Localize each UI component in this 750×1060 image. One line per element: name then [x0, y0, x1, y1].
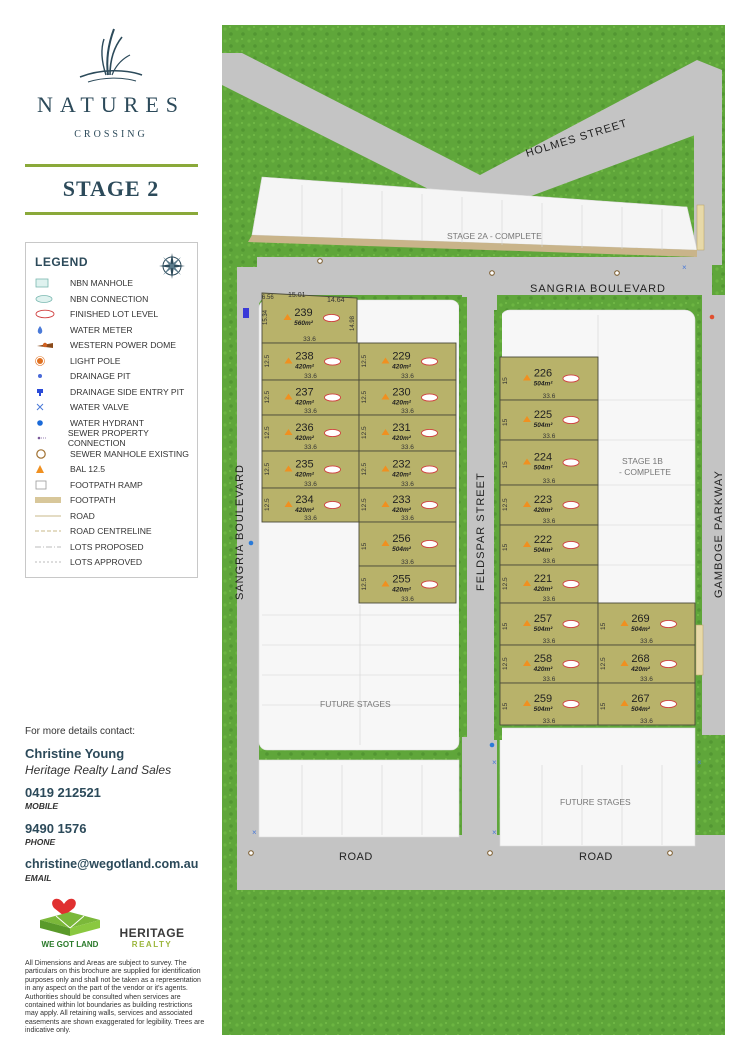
finished-lot-level-icon	[563, 700, 579, 707]
sewer-property-connection-icon	[35, 432, 59, 444]
legend-title: LEGEND	[35, 255, 89, 269]
legend-item-drainage-pit	[35, 369, 131, 383]
divider-bottom	[25, 212, 198, 215]
lot-area: 420m²	[392, 507, 411, 514]
finished-lot-level-icon	[661, 620, 677, 627]
lot-number: 226	[533, 367, 553, 380]
finished-lot-level-icon	[563, 660, 579, 667]
lot-257-group[interactable]	[500, 603, 598, 645]
legend-label: NBN MANHOLE	[70, 278, 134, 288]
legend-label: ROAD	[70, 510, 95, 521]
contact-name: Christine Young	[25, 746, 125, 761]
lot-area: 420m²	[295, 435, 314, 442]
lot-number: 238	[295, 350, 314, 363]
lot-depth: 33.6	[303, 336, 316, 343]
lot-area: 420m²	[392, 399, 411, 407]
lot-number: 223	[533, 494, 553, 506]
legend-item-drainage-side-entry-pit	[35, 385, 184, 399]
lot-width: 15	[600, 622, 607, 630]
lot-depth: 33.6	[401, 408, 414, 415]
lot-width: 15	[502, 702, 509, 710]
lot-area: 420m²	[392, 363, 411, 371]
finished-lot-level-icon	[325, 429, 341, 436]
lot-width: 12.5	[600, 657, 607, 670]
legend-item-light-pole	[35, 354, 120, 368]
legend-label: NBN CONNECTION	[70, 293, 149, 304]
lot-area: 504m²	[533, 422, 553, 429]
stage-1b-label: STAGE 1B	[622, 456, 663, 466]
legend-label: LOTS APPROVED	[70, 557, 143, 567]
lot-width: 12.5	[264, 462, 271, 476]
lot-area: 420m²	[295, 399, 314, 407]
finished-lot-level-icon	[422, 429, 438, 436]
lot-depth: 33.6	[542, 718, 556, 725]
legend-item-water-valve	[35, 400, 129, 414]
lot-231-group[interactable]	[359, 415, 456, 451]
lot-234-group[interactable]	[262, 488, 359, 522]
lot-235-group[interactable]	[262, 451, 359, 488]
lot-239-dim-right: 14.98	[350, 315, 356, 331]
svg-text:×: ×	[682, 263, 687, 272]
lot-depth: 33.6	[401, 559, 414, 566]
lot-area: 420m²	[295, 507, 314, 514]
lot-area: 504m²	[533, 547, 553, 554]
lot-229-group[interactable]	[359, 343, 456, 380]
footpath-ramp-icon	[35, 479, 61, 491]
lot-depth: 33.6	[640, 638, 653, 645]
finished-lot-level-icon	[422, 466, 438, 473]
heritage-realty-logo	[112, 926, 192, 949]
lot-number: 269	[631, 613, 650, 625]
future-stages-right-label: FUTURE STAGES	[560, 797, 631, 807]
finished-lot-level-icon	[563, 501, 579, 508]
western-power-dome-icon	[35, 339, 61, 351]
road-line-icon	[35, 510, 61, 522]
feldspar-street-label: FELDSPAR STREET	[475, 472, 487, 591]
heritage-logo-sub: REALTY	[131, 940, 173, 949]
lot-area: 560m²	[294, 320, 313, 327]
lot-depth: 33.6	[304, 408, 317, 415]
lot-233-group[interactable]	[359, 488, 456, 522]
natures-crossing-logo-icon	[70, 25, 150, 85]
finished-lot-level-icon	[563, 416, 579, 423]
lot-depth: 33.6	[640, 718, 653, 725]
legend-label: LIGHT POLE	[70, 355, 121, 366]
contact-mobile-label: MOBILE	[25, 801, 59, 811]
legend-item-footpath-ramp	[35, 478, 143, 492]
lot-number: 222	[533, 534, 553, 546]
finished-lot-level-icon	[563, 375, 579, 382]
north-compass-icon	[157, 251, 187, 281]
contact-heading: For more details contact:	[25, 726, 136, 737]
lot-width: 12.5	[264, 426, 271, 439]
lot-256-group[interactable]	[359, 522, 456, 566]
finished-lot-level-icon	[325, 466, 341, 473]
lot-222-group[interactable]	[500, 525, 598, 565]
lot-width: 12.5	[502, 657, 509, 670]
legend-label: SEWER PROPERTY CONNECTION	[67, 428, 149, 448]
lot-width: 15	[502, 543, 509, 551]
legend-label: WESTERN POWER DOME	[70, 340, 176, 350]
legend-item-sewer-manhole	[35, 447, 189, 461]
finished-lot-level-icon	[422, 501, 438, 508]
we-got-land-logo-icon	[36, 892, 104, 950]
lot-239-dim-left-a: 6.56	[262, 295, 274, 301]
lot-width: 12.5	[264, 498, 271, 511]
lot-number: 233	[392, 494, 411, 506]
lot-221-group[interactable]	[500, 565, 598, 603]
lot-number: 259	[533, 693, 553, 705]
lot-236-group[interactable]	[262, 415, 359, 451]
lot-267-group[interactable]	[598, 683, 695, 725]
lot-number: 256	[392, 533, 411, 545]
lot-number: 267	[631, 693, 650, 705]
lot-depth: 33.6	[401, 444, 414, 451]
finished-lot-level-icon	[422, 581, 438, 588]
lot-239-dim-top-b: 14.64	[327, 297, 345, 304]
lot-number: 237	[295, 386, 314, 399]
lot-269-group[interactable]	[598, 603, 695, 645]
legend-item-western-power-dome	[35, 338, 176, 352]
lot-225-group[interactable]	[500, 400, 598, 440]
legend-label: DRAINAGE SIDE ENTRY PIT	[70, 386, 185, 397]
lot-depth: 33.6	[304, 481, 317, 488]
stage-1b-label-2: - COMPLETE	[619, 467, 671, 477]
lot-width: 15	[502, 461, 509, 469]
holmes-street-label: HOLMES STREET	[524, 117, 630, 160]
lot-depth: 33.6	[542, 558, 556, 565]
bal-icon	[35, 463, 61, 475]
lot-230-group[interactable]	[359, 380, 456, 415]
sangria-boulevard-side-label: SANGRIA BOULEVARD	[234, 464, 246, 600]
lot-237-group[interactable]	[262, 380, 359, 415]
lot-width: 15	[361, 542, 368, 550]
lot-255-group[interactable]	[359, 566, 456, 603]
contact-company: Heritage Realty Land Sales	[25, 763, 172, 777]
lot-width: 15	[502, 622, 509, 630]
lot-depth: 33.6	[542, 518, 556, 525]
lot-number: 236	[295, 422, 314, 434]
finished-lot-level-icon	[325, 394, 341, 401]
legend-item-finished-lot-level	[35, 307, 158, 321]
light-pole-icon	[35, 355, 61, 367]
lot-area: 420m²	[392, 435, 411, 442]
legend-label: WATER HYDRANT	[70, 417, 144, 428]
legend-item-lots-proposed	[35, 540, 144, 554]
nbn-connection-icon	[35, 293, 61, 305]
legend-label: LOTS PROPOSED	[70, 541, 144, 552]
finished-lot-level-icon	[325, 501, 341, 508]
contact-phone-label: PHONE	[25, 837, 56, 847]
lot-number: 231	[392, 422, 411, 434]
lot-area: 504m²	[533, 626, 553, 633]
lot-area: 420m²	[392, 586, 411, 594]
lot-depth: 33.6	[640, 676, 653, 683]
lot-width: 12.5	[264, 390, 271, 404]
brochure-sidebar	[0, 0, 222, 1060]
lot-width: 12.5	[264, 354, 271, 368]
road-left-label: ROAD	[339, 851, 373, 863]
lot-depth: 33.6	[304, 373, 317, 380]
brand-subtitle: CROSSING	[74, 129, 148, 140]
drainage-side-entry-pit-icon	[35, 386, 61, 398]
lot-number: 225	[533, 409, 553, 421]
lot-depth: 33.6	[542, 596, 556, 603]
lot-number: 224	[533, 451, 553, 464]
lot-224-group[interactable]	[500, 440, 598, 485]
sangria-boulevard-top-label: SANGRIA BOULEVARD	[530, 283, 666, 295]
legend-label: FINISHED LOT LEVEL	[70, 309, 159, 319]
legend-item-nbn-manhole	[35, 276, 133, 290]
lot-number: 239	[294, 307, 313, 319]
contact-email[interactable]: christine@wegotland.com.au	[25, 857, 199, 871]
legend-item-bal	[35, 462, 105, 476]
lot-width: 15	[502, 377, 509, 385]
lot-width: 12.5	[361, 354, 368, 368]
lot-number: 234	[295, 494, 314, 506]
water-meter-icon	[35, 324, 61, 336]
legend-label: ROAD CENTRELINE	[70, 526, 152, 536]
lot-width: 15	[502, 418, 509, 426]
lot-226-group[interactable]	[500, 357, 598, 400]
finished-lot-level-icon	[563, 620, 579, 627]
finished-lot-level-icon	[422, 358, 438, 365]
legend-item-water-meter	[35, 323, 133, 337]
contact-phone[interactable]: 9490 1576	[25, 821, 87, 836]
legend-label: DRAINAGE PIT	[70, 371, 131, 381]
lot-number: 235	[295, 458, 314, 471]
lot-area: 504m²	[392, 546, 411, 553]
stage-title: STAGE 2	[62, 176, 160, 201]
lot-depth: 33.6	[542, 433, 556, 440]
svg-text:×: ×	[697, 758, 702, 767]
legend-panel	[25, 242, 198, 578]
lot-area: 504m²	[533, 464, 553, 472]
lot-area: 420m²	[392, 471, 411, 479]
legend-item-footpath	[35, 493, 116, 507]
legend-label: SEWER MANHOLE EXISTING	[70, 448, 189, 459]
finished-lot-level-icon	[324, 314, 340, 321]
finished-lot-level-icon	[563, 541, 579, 548]
contact-email-label: EMAIL	[25, 873, 52, 883]
lot-223-group[interactable]	[500, 485, 598, 525]
lot-area: 420m²	[295, 363, 314, 371]
finished-lot-level-icon	[35, 308, 61, 320]
legend-item-road-centreline	[35, 524, 152, 538]
lot-number: 230	[392, 386, 411, 399]
lot-depth: 33.6	[401, 481, 414, 488]
finished-lot-level-icon	[422, 394, 438, 401]
legend-label: FOOTPATH	[70, 495, 116, 505]
lot-width: 12.5	[361, 390, 368, 404]
legend-item-lots-approved	[35, 555, 142, 569]
lot-area: 420m²	[631, 666, 650, 673]
lot-number: 221	[533, 573, 553, 585]
finished-lot-level-icon	[325, 358, 341, 365]
heritage-logo-text: HERITAGE	[119, 926, 185, 940]
legend-label: BAL 12.5	[70, 464, 106, 474]
finished-lot-level-icon	[661, 700, 677, 707]
legend-label: WATER METER	[70, 324, 133, 335]
divider-top	[25, 164, 198, 167]
finished-lot-level-icon	[661, 660, 677, 667]
svg-text:×: ×	[252, 828, 257, 837]
svg-text:×: ×	[492, 758, 497, 767]
nbn-manhole-icon	[35, 277, 61, 289]
lot-259-group[interactable]	[500, 683, 598, 725]
finished-lot-level-icon	[422, 540, 438, 547]
lot-239-dim-top-a: 15.01	[288, 292, 306, 299]
lot-depth: 33.6	[542, 393, 556, 400]
brand-title: NATURES	[36, 92, 185, 117]
lot-number: 229	[392, 350, 411, 363]
lot-width: 15	[600, 702, 607, 710]
lot-width: 12.5	[502, 577, 509, 590]
finished-lot-level-icon	[563, 580, 579, 587]
lot-depth: 33.6	[401, 515, 414, 522]
disclaimer-text: All Dimensions and Areas are subject to survey. The particulars on this brochure are supplied for identification purposes only and shall not be taken as a representation in any aspect on the part of the vendor or it's agents. Authorities should be consulted when services are contained within lot boundaries as building restrictions may apply. All retaining walls, services and associated easements are shown exaggerated for legibility. Trees are indicative only.	[25, 960, 205, 1035]
lot-number: 258	[533, 653, 553, 665]
legend-item-nbn-connection	[35, 292, 148, 306]
svg-text:×: ×	[492, 828, 497, 837]
lot-area: 504m²	[631, 626, 650, 633]
lot-width: 12.5	[361, 577, 368, 591]
road-centreline-icon	[35, 525, 61, 537]
lot-number: 232	[392, 458, 411, 471]
lots-proposed-icon	[35, 541, 61, 553]
lot-area: 420m²	[533, 666, 553, 673]
we-got-land-text: WE GOT LAND	[41, 940, 99, 949]
lot-depth: 33.6	[542, 478, 556, 485]
lot-number: 268	[631, 653, 650, 665]
lot-width: 12.5	[361, 426, 368, 439]
contact-mobile[interactable]: 0419 212521	[25, 785, 101, 800]
stage-2a-label: STAGE 2A - COMPLETE	[447, 231, 542, 241]
legend-label: WATER VALVE	[70, 402, 129, 412]
sewer-manhole-icon	[35, 448, 61, 460]
lot-area: 504m²	[631, 706, 650, 713]
lot-depth: 33.6	[542, 676, 556, 683]
lot-area: 504m²	[533, 380, 553, 388]
lot-depth: 33.6	[401, 373, 414, 380]
lot-width: 12.5	[361, 462, 368, 476]
lot-depth: 33.6	[542, 638, 556, 645]
gamboge-parkway-label: GAMBOGE PARKWAY	[713, 470, 725, 598]
legend-item-sewer-property-connection	[35, 428, 197, 448]
drainage-pit-icon	[35, 370, 61, 382]
lot-depth: 33.6	[304, 515, 317, 522]
road-right-label: ROAD	[579, 851, 613, 863]
legend-label: FOOTPATH RAMP	[70, 479, 143, 490]
legend-item-road-line	[35, 509, 95, 523]
lot-area: 420m²	[295, 471, 314, 479]
finished-lot-level-icon	[563, 459, 579, 466]
water-hydrant-icon	[35, 417, 61, 429]
lot-depth: 33.6	[304, 444, 317, 451]
lot-number: 255	[392, 573, 411, 586]
lot-258-group[interactable]	[500, 645, 598, 683]
lot-239-dim-left-b: 15.34	[263, 309, 269, 325]
lot-area: 420m²	[533, 507, 553, 514]
lots-approved-icon	[35, 556, 61, 568]
lot-depth: 33.6	[401, 596, 414, 603]
lot-number: 257	[533, 613, 553, 625]
lot-268-group[interactable]	[598, 645, 695, 683]
future-stages-left-label: FUTURE STAGES	[320, 699, 391, 709]
lot-232-group[interactable]	[359, 451, 456, 488]
water-valve-icon	[35, 401, 61, 413]
lot-area: 504m²	[533, 706, 553, 713]
lot-area: 420m²	[533, 586, 553, 593]
lot-238-group[interactable]	[262, 343, 359, 380]
lot-width: 12.5	[502, 498, 509, 511]
lot-width: 12.5	[361, 498, 368, 511]
subdivision-map	[222, 25, 725, 1035]
footpath-icon	[35, 494, 61, 506]
